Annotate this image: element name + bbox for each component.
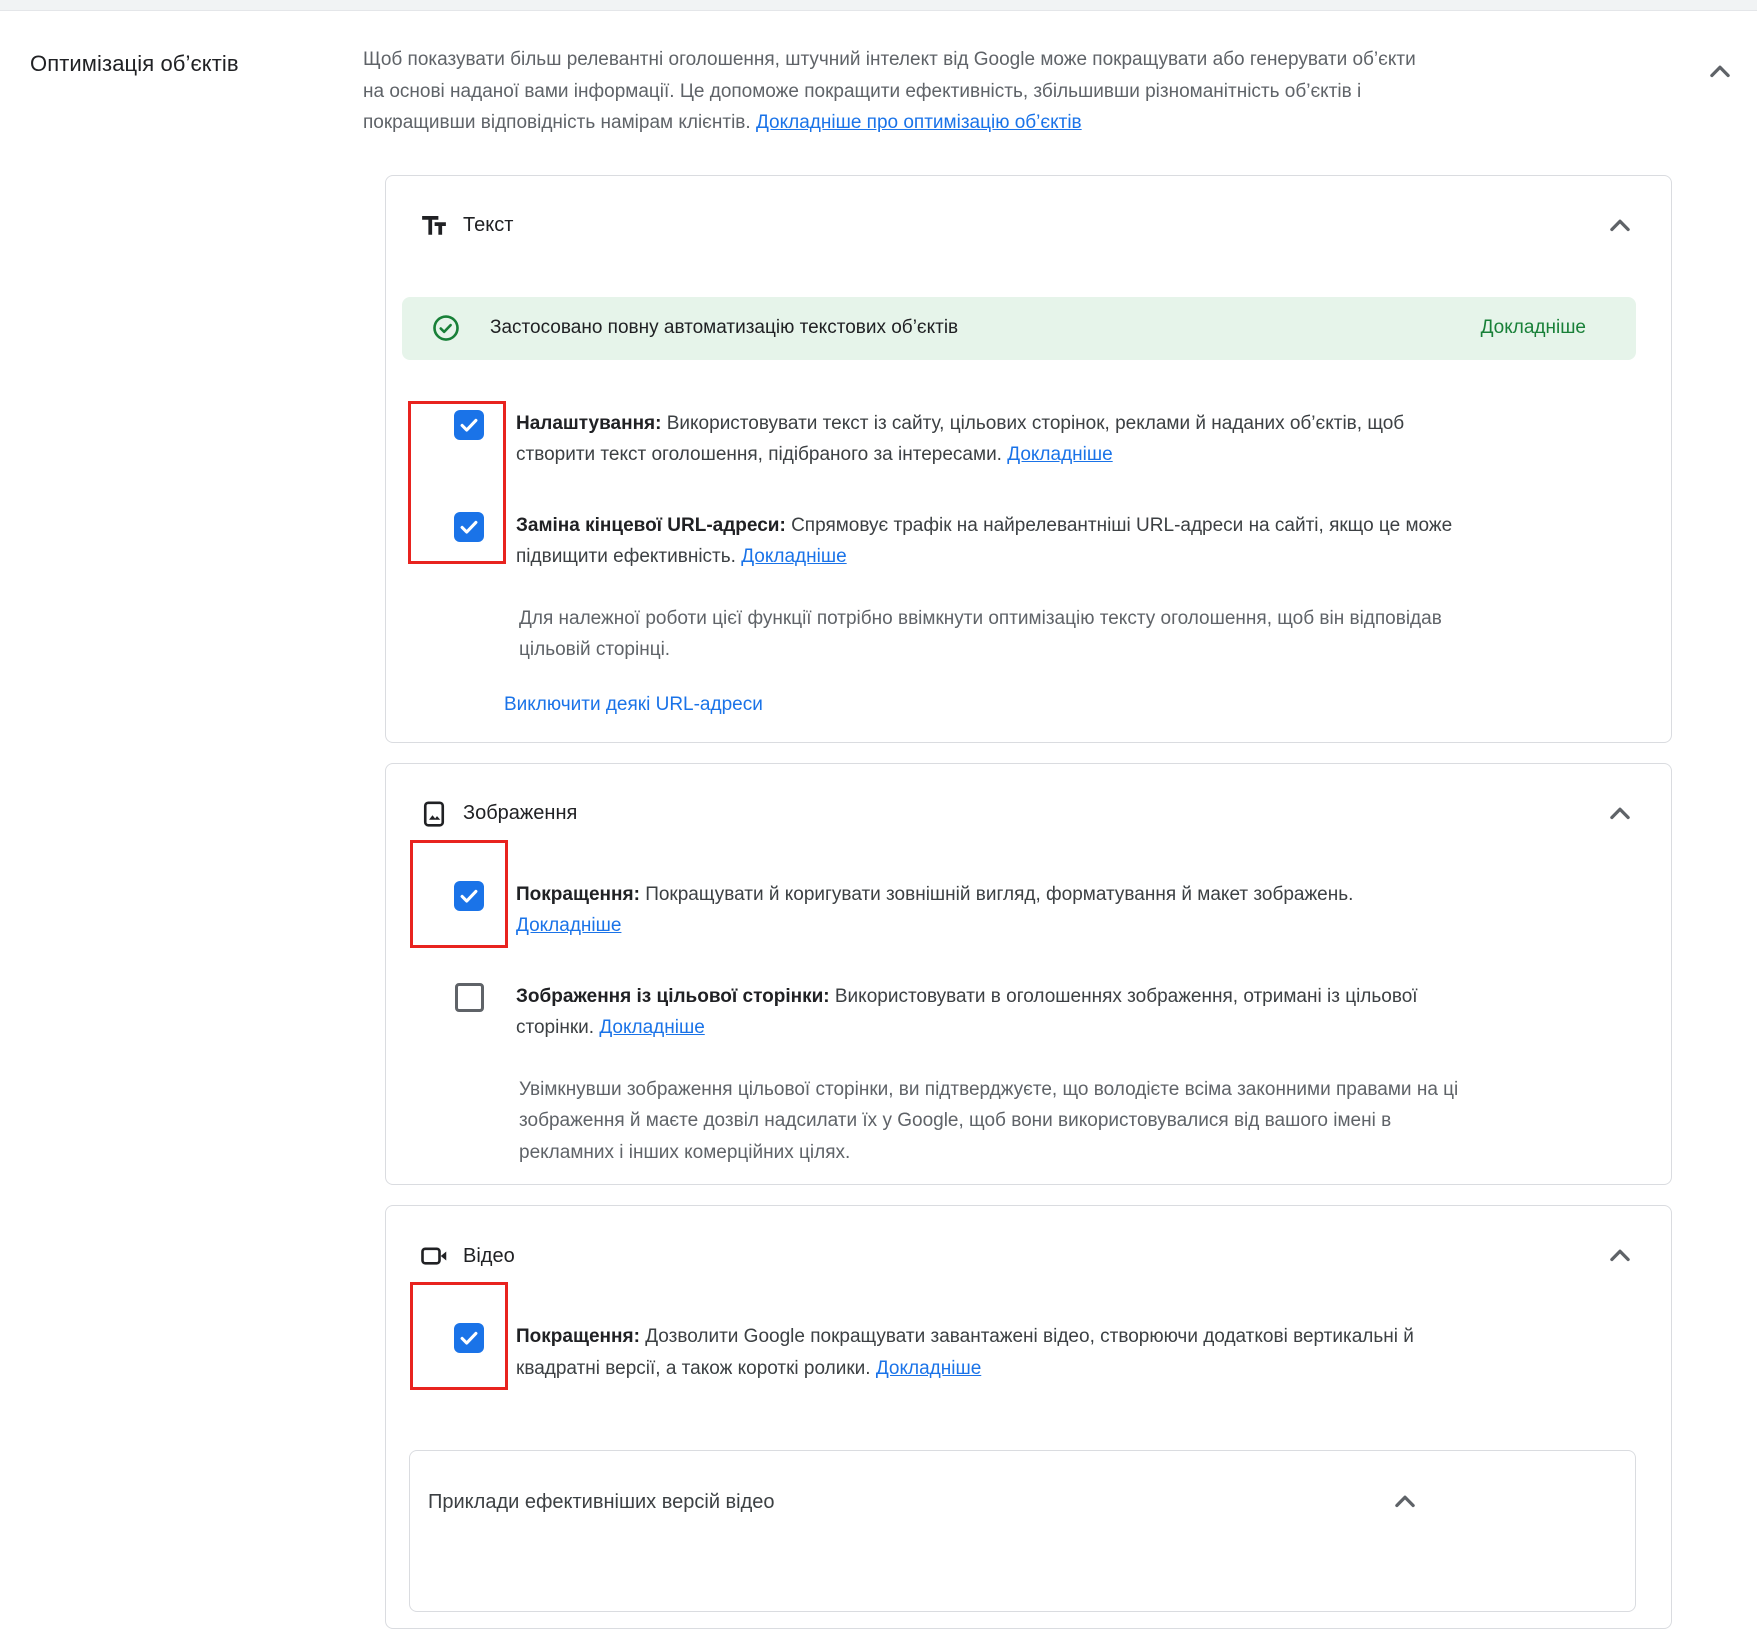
video-enhancement-checkbox-checked[interactable] (454, 1323, 484, 1353)
customization-option-text (516, 408, 1464, 471)
learn-more-link[interactable]: Докладніше (1007, 444, 1112, 465)
landing-page-images-checkbox-unchecked[interactable] (455, 983, 484, 1012)
video-card-title: Відео (463, 1245, 1605, 1268)
video-examples-expander[interactable] (409, 1450, 1636, 1612)
option-description: Використовувати в оголошеннях зображення, отримані із цільової сторінки. (516, 986, 1418, 1039)
learn-more-link[interactable]: Докладніше (599, 1017, 704, 1038)
option-label: Зображення із цільової сторінки: (516, 986, 830, 1007)
video-examples-collapse-button[interactable] (1390, 1487, 1420, 1517)
page-title: Оптимізація об’єктів (30, 51, 239, 77)
learn-more-link[interactable]: Докладніше (516, 915, 621, 936)
image-icon (419, 799, 449, 829)
learn-more-asset-optimization-link[interactable]: Докладніше про оптимізацію об’єктів (756, 112, 1082, 133)
section-collapse-button[interactable] (1705, 57, 1735, 87)
image-card-options (386, 879, 1671, 1044)
final-url-option-text (516, 510, 1464, 573)
customization-option-row (386, 408, 1671, 471)
asset-optimization-cards (385, 175, 1672, 1629)
image-enhancement-checkbox-checked[interactable] (454, 881, 484, 911)
learn-more-link[interactable]: Докладніше (741, 546, 846, 567)
chevron-up-icon (1605, 817, 1635, 832)
option-label: Покращення: (516, 884, 640, 905)
banner-message: Застосовано повну автоматизацію текстових об’єктів (490, 317, 1481, 339)
description-text: Щоб показувати більш релевантні оголошення, штучний інтелект від Google може покращувати або генерувати об’єкти на основі наданої вами інформації. Це допоможе покращити ефективність, збільшивши різноманітність об’єктів і покращивши відповідність намірам клієнтів. (363, 49, 1416, 133)
text-fields-icon (419, 211, 449, 241)
video-card-collapse-button[interactable] (1605, 1241, 1635, 1271)
text-card-note: Для належної роботи цієї функції потрібно ввімкнути оптимізацію тексту оголошення, щоб він відповідав цільовій сторінці. (519, 603, 1477, 666)
video-card-header (386, 1239, 1671, 1273)
image-enhancement-row (386, 879, 1671, 942)
chevron-up-icon (1605, 229, 1635, 244)
image-card-header (386, 797, 1671, 831)
top-divider-bar (0, 0, 1757, 11)
option-label: Покращення: (516, 1326, 640, 1347)
chevron-up-icon (1605, 1259, 1635, 1274)
image-card-note: Увімкнувши зображення цільової сторінки, ви підтверджуєте, що володієте всіма законними правами на ці зображення й маєте дозвіл надсилати їх у Google, щоб вони використовувалися від вашого імені в рекламних і інших комерційних цілях. (519, 1074, 1477, 1169)
banner-learn-more-link[interactable]: Докладніше (1481, 317, 1586, 339)
text-card-title: Текст (463, 214, 1605, 237)
check-circle-icon (431, 313, 461, 343)
option-description: Спрямовує трафік на найрелевантніші URL-адреси на сайті, якщо це може підвищити ефективність. (516, 515, 1452, 568)
video-examples-title: Приклади ефективніших версій відео (428, 1491, 775, 1513)
text-card-options (386, 408, 1671, 573)
landing-page-images-text (516, 981, 1464, 1044)
videocam-icon (419, 1241, 449, 1271)
image-assets-card (385, 763, 1672, 1186)
text-assets-card (385, 175, 1672, 743)
option-label: Налаштування: (516, 413, 661, 434)
option-description: Покращувати й коригувати зовнішній вигляд, форматування й макет зображень. (640, 884, 1353, 905)
section-description (363, 44, 1426, 139)
full-automation-status-banner (402, 297, 1636, 360)
video-enhancement-row (386, 1321, 1671, 1384)
option-description: Дозволити Google покращувати завантажені відео, створюючи додаткові вертикальні й квадратні версії, а також короткі ролики. (516, 1326, 1414, 1379)
text-card-collapse-button[interactable] (1605, 211, 1635, 241)
final-url-replacement-row (386, 510, 1671, 573)
learn-more-link[interactable]: Докладніше (876, 1358, 981, 1379)
asset-optimization-section (0, 11, 1757, 139)
image-card-title: Зображення (463, 802, 1605, 825)
chevron-up-icon (1390, 1505, 1420, 1520)
landing-page-images-row (386, 981, 1671, 1044)
text-card-header (386, 209, 1671, 243)
final-url-checkbox-checked[interactable] (454, 512, 484, 542)
option-description: Використовувати текст із сайту, цільових сторінок, реклами й наданих об’єктів, щоб створити текст оголошення, підібраного за інтересами. (516, 413, 1404, 466)
video-enhancement-text (516, 1321, 1464, 1384)
image-card-collapse-button[interactable] (1605, 799, 1635, 829)
video-assets-card (385, 1205, 1672, 1629)
exclude-urls-link[interactable]: Виключити деякі URL-адреси (504, 694, 763, 716)
image-enhancement-text (516, 879, 1464, 942)
chevron-up-icon (1705, 75, 1735, 90)
video-card-options (386, 1321, 1671, 1384)
option-label: Заміна кінцевої URL-адреси: (516, 515, 786, 536)
customization-checkbox-checked[interactable] (454, 410, 484, 440)
